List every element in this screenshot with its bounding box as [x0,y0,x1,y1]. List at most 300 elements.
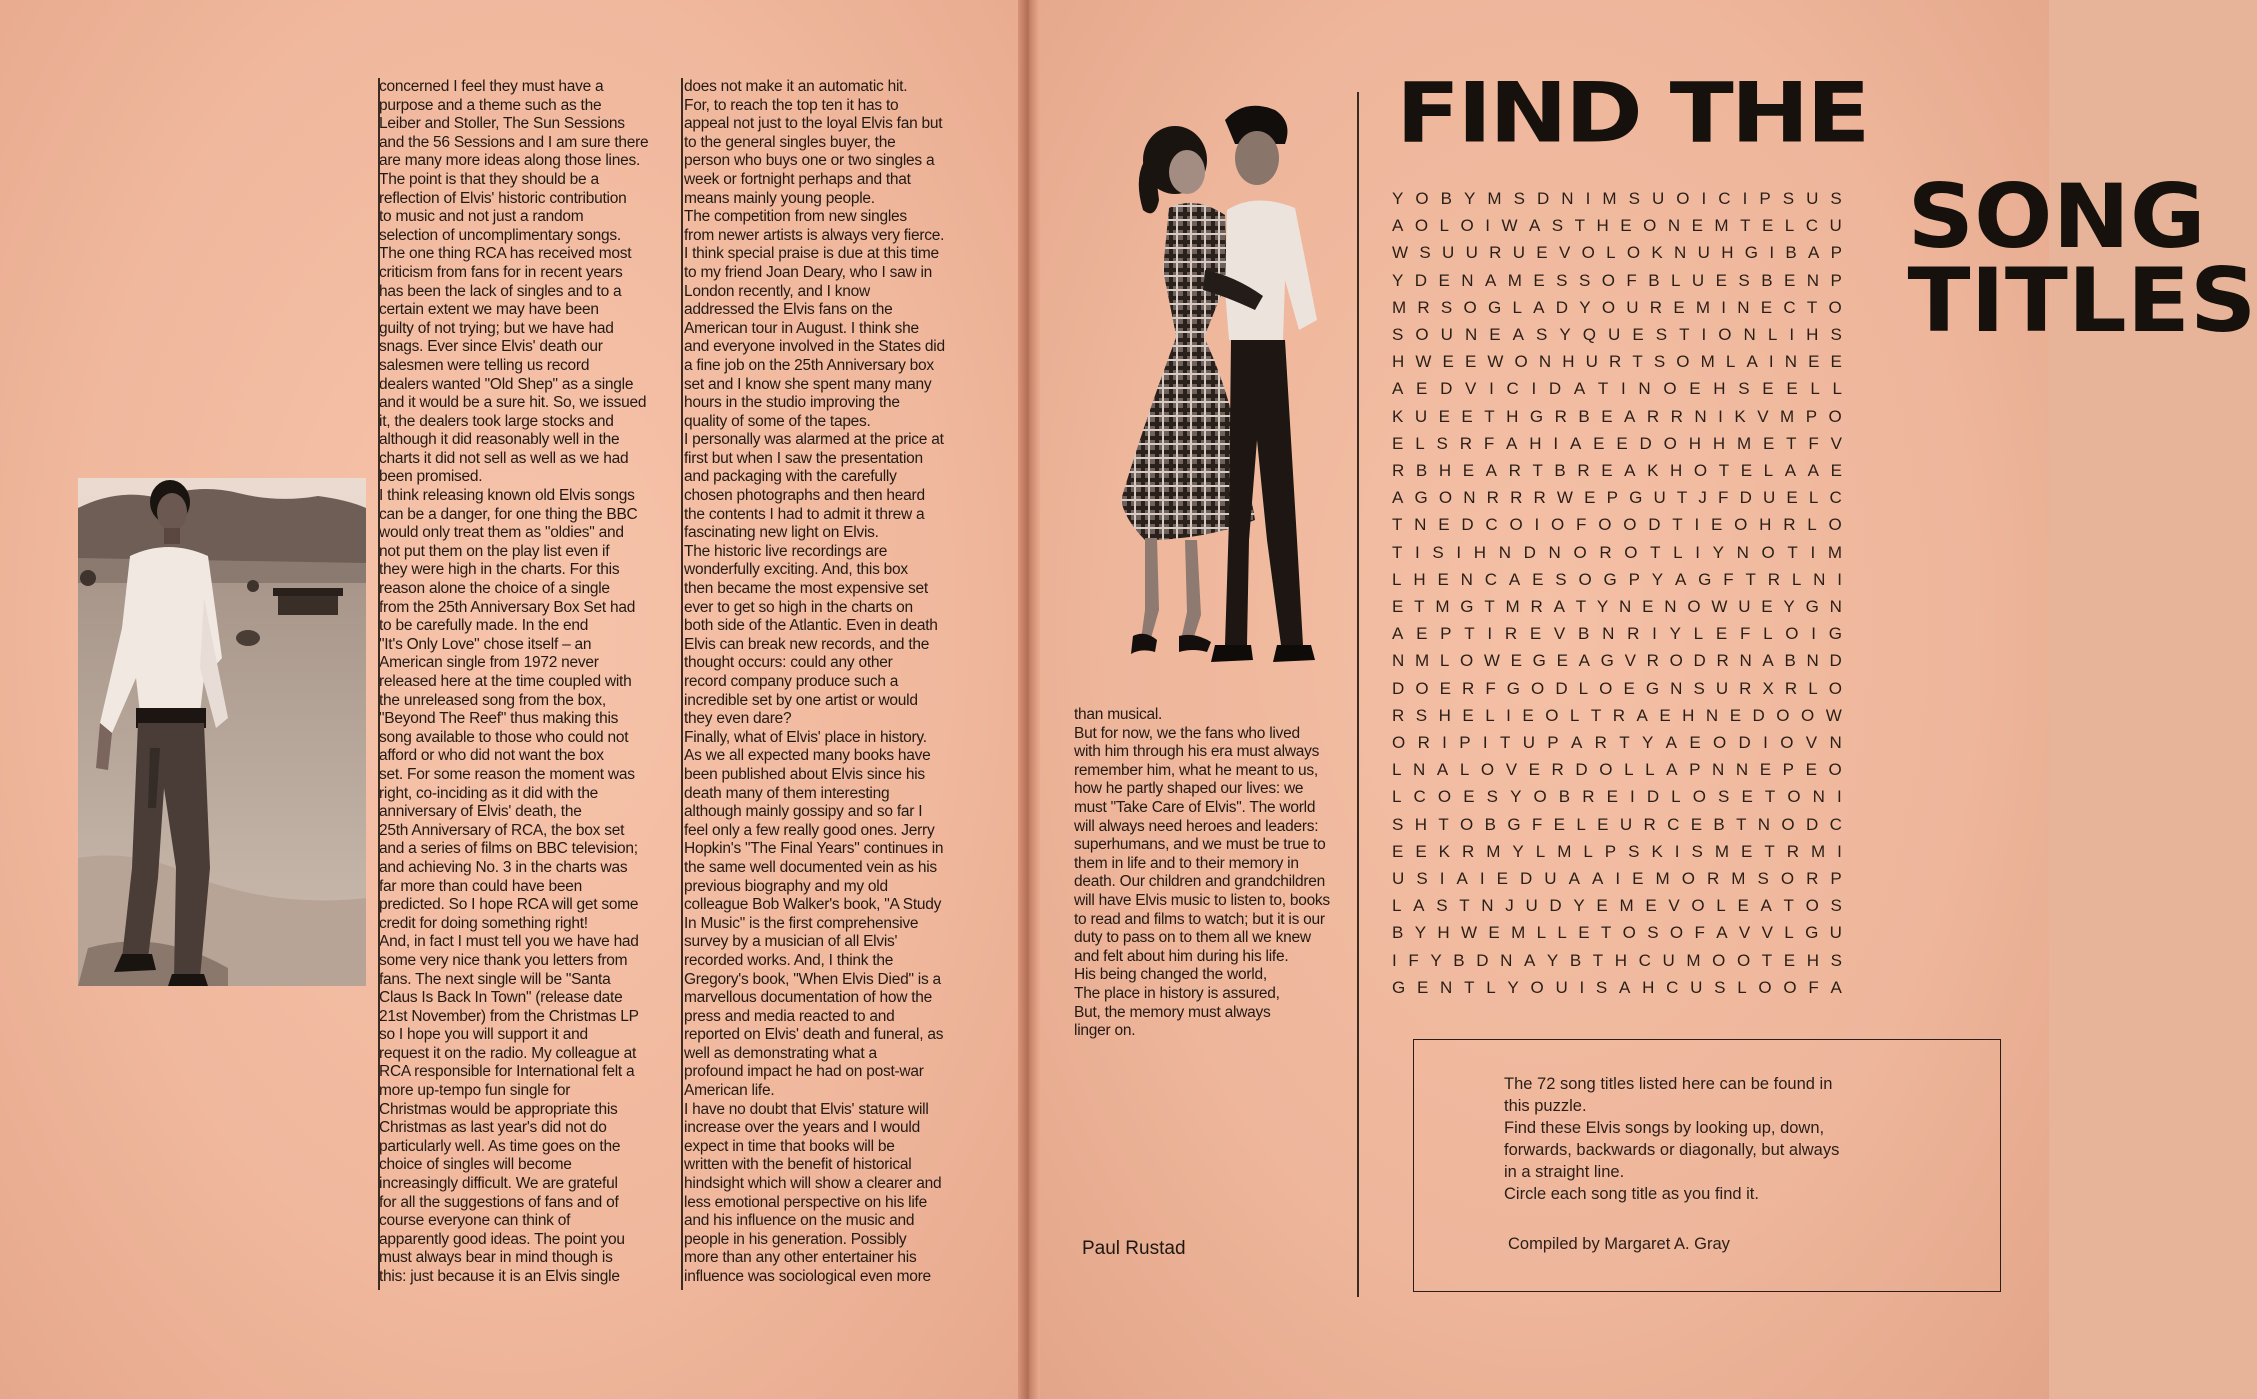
grid-letter[interactable]: Y [1510,787,1522,807]
grid-letter[interactable]: L [1459,760,1470,780]
grid-letter[interactable]: P [1604,841,1617,861]
grid-letter[interactable]: O [1780,869,1795,889]
grid-letter[interactable]: T [1676,488,1688,508]
grid-letter[interactable]: I [1456,542,1462,562]
grid-letter[interactable]: B [1761,270,1773,290]
grid-letter[interactable]: L [1624,760,1634,780]
grid-letter[interactable]: I [1674,841,1680,861]
grid-letter[interactable]: E [1783,950,1796,970]
grid-letter[interactable]: S [1647,923,1659,943]
grid-letter[interactable]: V [1505,760,1518,780]
grid-letter[interactable]: R [1786,841,1799,861]
grid-letter[interactable]: T [1650,542,1661,562]
grid-letter[interactable]: O [1624,542,1638,562]
grid-letter[interactable]: E [1510,651,1522,671]
grid-letter[interactable]: H [1596,216,1609,236]
grid-letter[interactable]: B [1558,787,1571,807]
grid-letter[interactable]: E [1553,814,1565,834]
grid-letter[interactable]: I [1768,352,1774,372]
grid-letter[interactable]: E [1729,705,1742,725]
grid-letter[interactable]: S [1655,325,1668,345]
grid-letter[interactable]: S [1718,787,1730,807]
grid-letter[interactable]: C [1805,216,1818,236]
grid-letter[interactable]: H [1712,433,1726,453]
grid-letter[interactable]: L [1392,787,1402,807]
grid-letter[interactable]: P [1440,624,1452,644]
grid-letter[interactable]: P [1628,569,1640,589]
grid-letter[interactable]: V [1668,896,1680,916]
grid-letter[interactable]: R [1417,297,1430,317]
grid-letter[interactable]: W [1556,488,1573,508]
grid-letter[interactable]: C [1484,569,1498,589]
grid-letter[interactable]: S [1693,678,1705,698]
grid-letter[interactable]: D [1739,488,1752,508]
grid-letter[interactable]: I [1531,379,1537,399]
grid-letter[interactable]: H [1642,977,1655,997]
grid-letter[interactable]: O [1676,352,1690,372]
grid-letter[interactable]: O [1783,977,1797,997]
grid-letter[interactable]: N [1739,651,1752,671]
grid-letter[interactable]: I [1442,733,1447,753]
grid-letter[interactable]: O [1663,379,1677,399]
grid-letter[interactable]: O [1601,297,1616,317]
grid-letter[interactable]: M [1695,297,1711,317]
grid-letter[interactable]: V [1465,379,1477,399]
grid-letter[interactable]: B [1415,461,1428,481]
grid-letter[interactable]: R [1649,297,1663,317]
grid-letter[interactable]: E [1740,841,1753,861]
grid-letter[interactable]: A [1619,977,1631,997]
grid-letter[interactable]: Y [1669,624,1681,644]
grid-letter[interactable]: V [1624,651,1636,671]
grid-letter[interactable]: E [1786,488,1798,508]
grid-letter[interactable]: N [1460,569,1473,589]
grid-letter[interactable]: A [1436,760,1449,780]
grid-letter[interactable]: H [1438,461,1452,481]
grid-letter[interactable]: E [1710,515,1723,535]
grid-letter[interactable]: M [1602,189,1617,208]
grid-letter[interactable]: L [1535,841,1546,861]
grid-letter[interactable]: E [1737,896,1749,916]
grid-letter[interactable]: E [1645,896,1657,916]
grid-letter[interactable]: S [1830,896,1842,916]
grid-letter[interactable]: O [1691,896,1705,916]
grid-letter[interactable]: F [1808,977,1819,997]
grid-letter[interactable]: E [1761,597,1773,617]
grid-letter[interactable]: G [1529,406,1544,426]
grid-letter[interactable]: L [1486,977,1496,997]
grid-letter[interactable]: H [1759,515,1772,535]
grid-letter[interactable]: Y [1392,189,1404,208]
grid-letter[interactable]: F [1408,950,1419,970]
grid-letter[interactable]: E [1715,270,1727,290]
grid-letter[interactable]: G [1698,569,1712,589]
grid-letter[interactable]: P [1689,760,1701,780]
grid-letter[interactable]: E [1783,270,1796,290]
grid-letter[interactable]: L [1485,705,1495,725]
grid-letter[interactable]: R [1783,515,1796,535]
grid-letter[interactable]: D [1414,270,1428,290]
grid-letter[interactable]: I [1439,869,1445,889]
grid-letter[interactable]: Y [1573,896,1585,916]
grid-letter[interactable]: T [1761,950,1773,970]
grid-letter[interactable]: Y [1392,270,1404,290]
grid-letter[interactable]: N [1784,352,1797,372]
grid-letter[interactable]: S [1691,841,1703,861]
grid-letter[interactable]: T [1679,325,1690,345]
grid-letter[interactable]: E [1415,841,1427,861]
grid-letter[interactable]: U [1522,733,1535,753]
grid-letter[interactable]: T [1787,542,1798,562]
grid-letter[interactable]: T [1764,841,1775,861]
grid-letter[interactable]: N [1464,325,1478,345]
grid-letter[interactable]: U [1763,488,1776,508]
grid-letter[interactable]: E [1529,624,1542,644]
grid-letter[interactable]: A [1528,216,1541,236]
grid-letter[interactable]: U [1651,189,1665,208]
grid-letter[interactable]: D [1461,515,1474,535]
grid-letter[interactable]: S [1556,270,1568,290]
grid-letter[interactable]: E [1489,325,1501,345]
grid-letter[interactable]: R [1646,651,1659,671]
grid-letter[interactable]: U [1441,243,1455,263]
grid-letter[interactable]: S [1782,189,1795,208]
grid-letter[interactable]: L [1415,433,1425,453]
grid-letter[interactable]: S [1830,189,1842,208]
grid-letter[interactable]: L [1583,841,1593,861]
grid-letter[interactable]: S [1757,869,1769,889]
grid-letter[interactable]: E [1392,597,1404,617]
grid-letter[interactable]: D [1519,869,1533,889]
grid-letter[interactable]: O [1415,189,1429,208]
grid-letter[interactable]: E [1416,977,1429,997]
grid-letter[interactable]: I [1652,624,1657,644]
grid-letter[interactable]: G [1392,977,1406,997]
grid-letter[interactable]: T [1574,216,1586,236]
grid-letter[interactable]: R [1392,705,1405,725]
grid-letter[interactable]: A [1553,597,1565,617]
grid-letter[interactable]: G [1805,597,1819,617]
grid-letter[interactable]: L [1578,678,1589,698]
grid-letter[interactable]: N [1743,325,1756,345]
grid-letter[interactable]: A [1573,379,1586,399]
grid-letter[interactable]: O [1734,515,1748,535]
grid-letter[interactable]: A [1392,624,1404,644]
grid-letter[interactable]: F [1626,270,1637,290]
grid-letter[interactable]: R [1594,733,1607,753]
grid-letter[interactable]: A [1807,461,1820,481]
grid-letter[interactable]: E [1642,597,1654,617]
grid-letter[interactable]: N [1705,705,1719,725]
grid-letter[interactable]: Y [1414,923,1427,943]
grid-letter[interactable]: U [1690,977,1703,997]
grid-letter[interactable]: N [1667,216,1681,236]
grid-letter[interactable]: U [1585,352,1598,372]
grid-letter[interactable]: B [1578,406,1590,426]
grid-letter[interactable]: E [1759,760,1772,780]
grid-letter[interactable]: N [1757,814,1771,834]
grid-letter[interactable]: U [1691,270,1705,290]
grid-letter[interactable]: A [1666,760,1678,780]
grid-letter[interactable]: R [1670,406,1683,426]
grid-letter[interactable]: E [1597,814,1609,834]
grid-letter[interactable]: U [1806,189,1819,208]
grid-letter[interactable]: U [1392,869,1405,889]
grid-letter[interactable]: H [1713,379,1726,399]
grid-letter[interactable]: C [1783,297,1796,317]
grid-letter[interactable]: L [1810,379,1820,399]
grid-letter[interactable]: T [1499,733,1511,753]
grid-letter[interactable]: N [1694,406,1707,426]
grid-letter[interactable]: A [1665,733,1677,753]
grid-letter[interactable]: A [1413,896,1425,916]
grid-letter[interactable]: O [1437,787,1452,807]
grid-letter[interactable]: T [1806,297,1818,317]
grid-letter[interactable]: N [1735,760,1749,780]
grid-letter[interactable]: L [1439,216,1450,236]
grid-letter[interactable]: O [1781,814,1795,834]
grid-letter[interactable]: J [1698,488,1707,508]
grid-letter[interactable]: A [1762,651,1774,671]
grid-letter[interactable]: R [1417,733,1430,753]
grid-letter[interactable]: P [1459,733,1471,753]
grid-letter[interactable]: H [1413,569,1426,589]
grid-letter[interactable]: P [1782,760,1794,780]
grid-letter[interactable]: E [1463,787,1475,807]
grid-letter[interactable]: A [1830,977,1842,997]
grid-letter[interactable]: E [1496,869,1508,889]
grid-letter[interactable]: D [1548,379,1562,399]
grid-letter[interactable]: N [1548,542,1561,562]
grid-letter[interactable]: H [1806,325,1819,345]
grid-letter[interactable]: I [1763,733,1768,753]
grid-letter[interactable]: T [1672,515,1683,535]
grid-letter[interactable]: O [1780,733,1794,753]
grid-letter[interactable]: D [1392,678,1405,698]
grid-letter[interactable]: S [1738,270,1750,290]
grid-letter[interactable]: R [1739,678,1752,698]
grid-letter[interactable]: D [1575,760,1588,780]
grid-letter[interactable]: E [1416,379,1428,399]
grid-letter[interactable]: S [1536,325,1548,345]
grid-letter[interactable]: O [1692,787,1706,807]
grid-letter[interactable]: L [1439,651,1450,671]
grid-letter[interactable]: F [1485,678,1496,698]
grid-letter[interactable]: C [1638,950,1651,970]
grid-letter[interactable]: S [1436,896,1448,916]
grid-letter[interactable]: N [1812,787,1825,807]
grid-letter[interactable]: Y [1651,569,1664,589]
grid-letter[interactable]: I [1579,977,1585,997]
grid-letter[interactable]: U [1525,896,1538,916]
grid-letter[interactable]: E [1536,243,1548,263]
grid-letter[interactable]: U [1555,977,1568,997]
grid-letter[interactable]: R [1551,760,1564,780]
grid-letter[interactable]: U [1608,325,1621,345]
grid-letter[interactable]: E [1760,297,1773,317]
grid-letter[interactable]: E [1762,433,1775,453]
grid-letter[interactable]: M [1700,352,1715,372]
grid-letter[interactable]: B [1554,461,1566,481]
grid-letter[interactable]: R [1508,461,1521,481]
grid-letter[interactable]: T [1484,597,1495,617]
grid-letter[interactable]: O [1533,787,1547,807]
grid-letter[interactable]: U [1465,243,1478,263]
grid-letter[interactable]: S [1628,841,1640,861]
grid-letter[interactable]: G [1506,678,1520,698]
grid-letter[interactable]: F [1531,814,1543,834]
grid-letter[interactable]: O [1530,977,1544,997]
grid-letter[interactable]: E [1830,352,1842,372]
grid-letter[interactable]: S [1513,189,1525,208]
grid-letter[interactable]: M [1731,869,1746,889]
grid-letter[interactable]: L [1808,488,1819,508]
grid-letter[interactable]: O [1828,678,1842,698]
grid-letter[interactable]: O [1623,515,1637,535]
grid-letter[interactable]: D [1440,379,1453,399]
grid-letter[interactable]: N [1481,896,1494,916]
grid-letter[interactable]: O [1545,705,1559,725]
grid-letter[interactable]: D [1648,515,1661,535]
grid-letter[interactable]: Y [1464,189,1476,208]
grid-letter[interactable]: H [1473,542,1487,562]
grid-letter[interactable]: T [1592,950,1604,970]
grid-letter[interactable]: O [1776,705,1790,725]
grid-letter[interactable]: S [1714,977,1726,997]
grid-letter[interactable]: K [1647,461,1659,481]
grid-letter[interactable]: U [1829,923,1842,943]
grid-letter[interactable]: E [1392,433,1404,453]
grid-letter[interactable]: M [1414,651,1430,671]
grid-letter[interactable]: Q [1582,325,1596,345]
grid-letter[interactable]: Y [1559,325,1571,345]
grid-letter[interactable]: A [1456,869,1468,889]
grid-letter[interactable]: O [1718,325,1732,345]
grid-letter[interactable]: A [1674,569,1687,589]
grid-letter[interactable]: S [1830,325,1842,345]
grid-letter[interactable]: D [1752,705,1765,725]
grid-letter[interactable]: P [1805,406,1818,426]
grid-letter[interactable]: E [1623,678,1635,698]
grid-letter[interactable]: T [1590,705,1602,725]
grid-letter[interactable]: D [1476,950,1489,970]
grid-letter[interactable]: E [1462,705,1474,725]
grid-letter[interactable]: M [1714,841,1729,861]
grid-letter[interactable]: L [1725,352,1736,372]
grid-letter[interactable]: B [1648,270,1660,290]
grid-letter[interactable]: O [1438,488,1453,508]
grid-letter[interactable]: E [1691,216,1703,236]
grid-letter[interactable]: E [1601,406,1613,426]
grid-letter[interactable]: L [1673,542,1683,562]
grid-letter[interactable]: L [1693,624,1704,644]
grid-letter[interactable]: A [1512,325,1524,345]
grid-letter[interactable]: U [1697,243,1710,263]
grid-letter[interactable]: A [1392,216,1404,236]
grid-letter[interactable]: I [1837,569,1842,589]
grid-letter[interactable]: O [1736,950,1751,970]
grid-letter[interactable]: N [1498,542,1511,562]
grid-letter[interactable]: U [1619,814,1633,834]
grid-letter[interactable]: Y [1512,841,1524,861]
grid-letter[interactable]: E [1808,352,1820,372]
grid-letter[interactable]: W [1825,705,1842,725]
grid-letter[interactable]: E [1673,297,1685,317]
grid-letter[interactable]: S [1392,325,1404,345]
grid-letter[interactable]: B [1569,950,1582,970]
grid-letter[interactable]: A [1624,461,1636,481]
grid-letter[interactable]: W [1711,597,1728,617]
grid-letter[interactable]: O [1687,597,1701,617]
grid-letter[interactable]: O [1828,760,1842,780]
grid-letter[interactable]: E [1632,325,1644,345]
grid-letter[interactable]: U [1440,325,1453,345]
grid-letter[interactable]: O [1626,243,1641,263]
grid-letter[interactable]: R [1706,869,1720,889]
grid-letter[interactable]: S [1416,869,1428,889]
grid-letter[interactable]: H [1682,705,1695,725]
grid-letter[interactable]: E [1442,352,1454,372]
grid-letter[interactable]: W [1392,243,1409,263]
grid-letter[interactable]: A [1569,433,1582,453]
grid-letter[interactable]: N [1829,733,1842,753]
grid-letter[interactable]: F [1723,569,1734,589]
grid-letter[interactable]: E [1437,569,1449,589]
grid-letter[interactable]: G [1532,651,1546,671]
grid-letter[interactable]: A [1807,243,1820,263]
grid-letter[interactable]: E [1578,923,1590,943]
grid-letter[interactable]: N [1806,270,1820,290]
grid-letter[interactable]: M [1686,950,1701,970]
grid-letter[interactable]: R [1646,406,1660,426]
grid-letter[interactable]: A [1392,379,1404,399]
grid-letter[interactable]: R [1489,243,1502,263]
grid-letter[interactable]: U [1829,216,1842,236]
grid-letter[interactable]: L [1807,515,1817,535]
grid-letter[interactable]: R [1462,678,1475,698]
grid-letter[interactable]: S [1432,542,1444,562]
grid-letter[interactable]: L [1767,325,1778,345]
grid-letter[interactable]: O [1669,651,1683,671]
grid-letter[interactable]: A [1523,950,1536,970]
grid-letter[interactable]: H [1506,406,1519,426]
grid-letter[interactable]: T [1597,379,1609,399]
grid-letter[interactable]: I [1489,379,1494,399]
grid-letter[interactable]: M [1714,216,1729,236]
grid-letter[interactable]: E [1438,270,1450,290]
grid-letter[interactable]: R [1577,461,1590,481]
grid-letter[interactable]: E [1533,270,1545,290]
grid-letter[interactable]: M [1780,406,1795,426]
grid-letter[interactable]: T [1414,597,1425,617]
grid-letter[interactable]: D [1693,651,1706,671]
grid-letter[interactable]: H [1806,950,1819,970]
grid-letter[interactable]: R [1627,624,1640,644]
grid-letter[interactable]: U [1715,678,1729,698]
grid-letter[interactable]: O [1643,216,1657,236]
grid-letter[interactable]: I [1485,216,1490,236]
grid-letter[interactable]: Y [1507,977,1519,997]
grid-letter[interactable]: E [1761,216,1774,236]
grid-letter[interactable]: I [1701,325,1707,345]
grid-letter[interactable]: T [1484,406,1495,426]
grid-letter[interactable]: R [1486,488,1499,508]
grid-letter[interactable]: E [1690,814,1703,834]
grid-letter[interactable]: O [1761,542,1775,562]
grid-letter[interactable]: H [1438,705,1451,725]
grid-letter[interactable]: D [1639,433,1652,453]
grid-letter[interactable]: B [1784,651,1796,671]
